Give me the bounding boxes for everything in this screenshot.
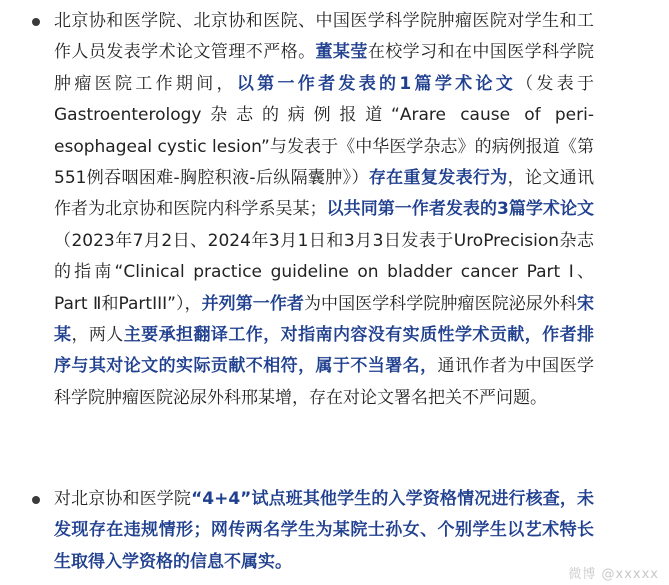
bullet-icon	[32, 496, 40, 504]
text-segment: 北京协和医学院、北京协和医院、中国医学科学院肿瘤医院对学生和工作人员发表学术论文管理不严格。	[54, 11, 594, 63]
paragraph-text	[54, 484, 594, 578]
watermark: 微博 @xxxxx	[568, 567, 659, 582]
text-segment: ，论文通讯作者为北京协和医院内科学系吴某；	[54, 168, 595, 220]
text-segment: 通讯作者为中国医学科学院肿瘤医院泌尿外科邢某增，存在对论文署名把关不严问题。	[54, 356, 595, 408]
text-segment: （发表于Gastroenterology杂志的病例报道“Arare cause of peri- esophageal cystic lesion”与发表于《中华医学杂志》的病例报道《第 551例吞咽困难-胸腔积液-后纵隔囊肿》）	[54, 73, 595, 189]
highlight-text: 以第一作者发表的1篇学术论文	[236, 73, 517, 94]
highlight-text: 主要承担翻译工作，对指南内容没有实质性学术贡献，作者排序与其对论文的实际贡献不相符，属于不当署名，	[54, 325, 595, 377]
highlight-text: 宋某	[54, 293, 594, 346]
highlight-text: 董某莹	[315, 42, 368, 63]
text-segment: ，两人	[71, 325, 124, 346]
text-segment: 在校学习和在中国医学科学院肿瘤医院工作期间，	[54, 42, 595, 94]
highlight-text: 存在重复发表行为	[368, 168, 508, 189]
text-segment: （2023年7月2日、2024年3月1日和3月3日发表于UroPrecision杂志的指南“Clinical practice guideline on bladder cancer Part Ⅰ、 Part Ⅱ和PartIII”），	[54, 230, 594, 314]
highlight-text: 并列第一作者	[201, 293, 304, 314]
text-segment: 为中国医学科学院肿瘤医院泌尿外科	[304, 293, 577, 314]
highlight-text: 以共同第一作者发表的3篇学术论文	[326, 199, 595, 220]
bullet-icon	[32, 18, 40, 26]
paragraph-text	[54, 6, 594, 414]
highlight-text: “4+4”试点班其他学生的入学资格情况进行核查，未发现存在违规情形；网传两名学生为某院士孙女、个别学生以艺术特长生取得入学资格的信息不属实。	[54, 489, 595, 572]
text-segment: 对北京协和医学院	[54, 489, 192, 509]
